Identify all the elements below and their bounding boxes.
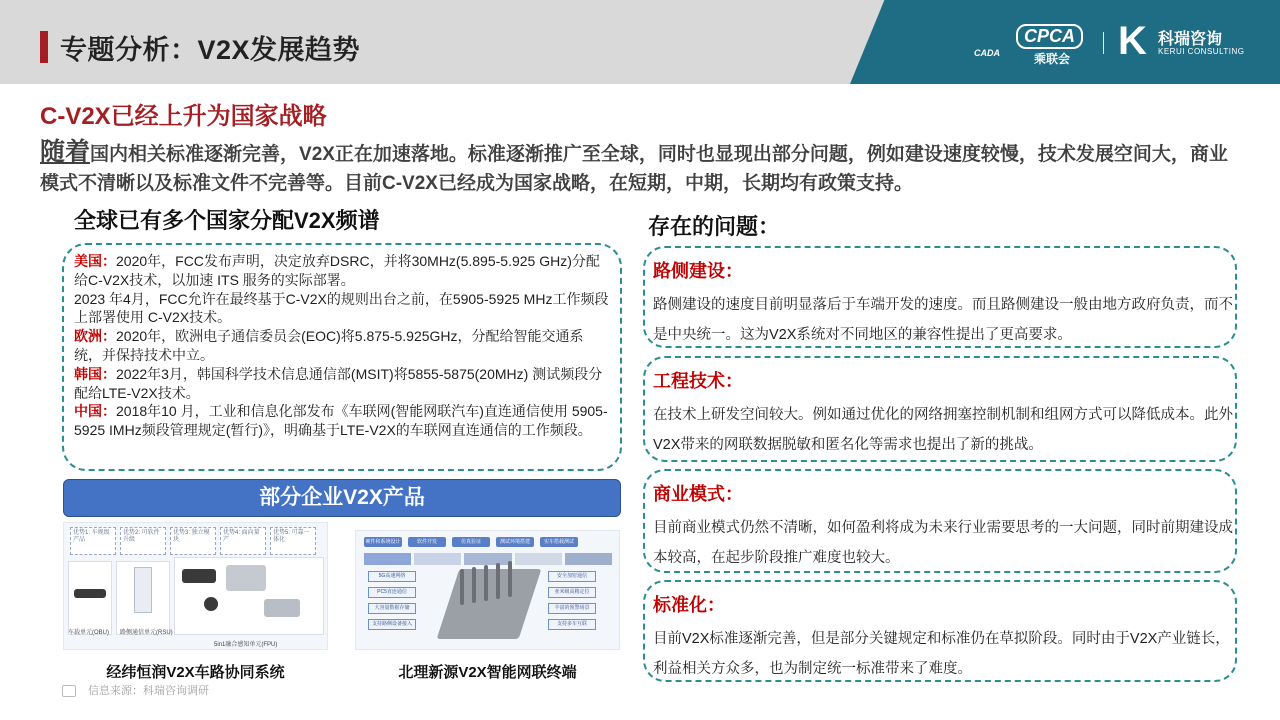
feature-list-right <box>548 571 596 630</box>
header-bar <box>0 0 1280 84</box>
issue-card <box>643 580 1237 682</box>
advantage-card: 优势1: 车规级产品 <box>70 527 116 555</box>
feature-item: 5G高速网络 <box>368 571 416 582</box>
country-label: 中国： <box>74 403 116 420</box>
issue-body: 在技术上研发空间较大。例如通过优化的网络拥塞控制机制和组网方式可以降低成本。此外V2X带来的网联数据脱敏和匿名化等需求也提出了新的挑战。 <box>653 407 1233 453</box>
fpu-device <box>264 599 300 617</box>
kerui-name: 科瑞咨询 <box>1158 31 1223 48</box>
issue-card <box>643 356 1237 462</box>
issue-card <box>643 246 1237 348</box>
terminal-board <box>437 569 542 639</box>
radar-device <box>226 565 266 591</box>
country-label: 美国： <box>74 253 116 269</box>
obu-device <box>74 589 106 598</box>
flow-step: 测试环境搭建 <box>496 537 534 547</box>
antenna <box>460 569 464 605</box>
antenna <box>496 563 500 599</box>
feature-item: 安全加密通信 <box>548 571 596 582</box>
flow-thumbnails <box>364 553 612 565</box>
spectrum-heading: 全球已有多个国家分配V2X频谱 <box>74 208 380 233</box>
spectrum-entry <box>74 252 610 290</box>
flow-step: 仿真验证 <box>452 537 490 547</box>
lidar-device <box>204 597 218 611</box>
obu-tag: 车载单元(OBU) <box>68 630 109 636</box>
spectrum-entry <box>74 365 610 403</box>
issue-body: 目前V2X标准逐渐完善，但是部分关键规定和标准仍在草拟阶段。同时由于V2X产业链长，利益相关方众多，也为制定统一标准带来了难度。 <box>653 631 1230 677</box>
document-icon <box>62 685 76 697</box>
thumb <box>364 553 411 565</box>
kerui-logo-icon: K <box>1118 19 1147 63</box>
jingwei-product-image <box>63 522 328 650</box>
rsu-tag: 路侧通信单元(RSU) <box>120 630 173 636</box>
cpca-logo <box>972 22 1090 64</box>
entry-text: 2020年，欧洲电子通信委员会(EOC)将5.875-5.925GHz，分配给智能交通系统，并保持技术中立。 <box>74 328 584 363</box>
advantage-card: 优势3: 独立模块 <box>170 527 216 555</box>
cpca-name: CPCA <box>1016 24 1083 49</box>
obu-panel <box>68 561 112 635</box>
beili-caption: 北理新源V2X智能网联终端 <box>398 664 577 681</box>
country-label: 欧洲： <box>74 328 116 345</box>
advantage-card: 优势5: 可靠一体化 <box>270 527 316 555</box>
antenna <box>472 567 476 603</box>
feature-list-left <box>368 571 416 630</box>
entry-text: 2023 年4月，FCC允许在最终基于C-V2X的规则出台之前，在5905-5925 MHz工作频段上部署使用 C-V2X技术。 <box>74 290 609 326</box>
title-accent-bar <box>40 31 48 63</box>
feature-item: 亚米级高精定位 <box>548 587 596 598</box>
feature-item: 支持多车互联 <box>548 619 596 630</box>
cpca-mark: CADA <box>974 48 1000 58</box>
source-note <box>62 682 209 698</box>
spectrum-box <box>62 243 622 471</box>
spectrum-entry <box>74 327 610 365</box>
issue-title: 标准化： <box>653 595 725 615</box>
entry-text: 2018年10 月，工业和信息化部发布《车联网(智能网联汽车)直连通信使用 5905-5925 IMHz频段管理规定(暂行)》，明确基于LTE-V2X的车联网直连通信的工作频段。 <box>74 403 608 439</box>
intro-text: 国内相关标准逐渐完善，V2X正在加速落地。标准逐渐推广至全球，同时也显现出部分问题，例如建设速度较慢，技术发展空间大，商业模式不清晰以及标准文件不完善等。目前C-V2X已经成为国家战略，在短期，中期，长期均有政策支持。 <box>40 144 1228 194</box>
issue-card <box>643 469 1237 573</box>
rsu-device <box>134 567 152 613</box>
advantage-cards <box>70 527 316 555</box>
page-title: 专题分析：V2X发展趋势 <box>60 35 361 65</box>
flow-step: 硬件和系统设计 <box>365 539 401 545</box>
entry-text: 2020年，FCC发布声明，决定放弃DSRC，并将30MHz(5.895-5.925 GHz)分配给C-V2X技术，以加速 ITS 服务的实际部署。 <box>74 253 600 288</box>
issue-title: 商业模式： <box>653 484 743 504</box>
feature-item: 丰富的预警场景 <box>548 603 596 614</box>
intro-paragraph <box>40 138 1245 198</box>
thumb <box>414 553 461 565</box>
antenna <box>508 561 512 597</box>
thumb <box>515 553 562 565</box>
spectrum-entry <box>74 402 610 440</box>
antenna <box>484 565 488 601</box>
issue-body: 路侧建设的速度目前明显落后于车端开发的速度。而且路侧建设一般由地方政府负责，而不是中央统一。这为V2X系统对不同地区的兼容性提出了更高要求。 <box>653 297 1233 343</box>
fpu-tag: 5in1融合感知单元(FPU) <box>214 642 278 648</box>
issue-title: 工程技术： <box>653 371 743 391</box>
spectrum-entry <box>74 290 610 328</box>
cpca-sub: 乘联会 <box>1034 52 1071 66</box>
country-label: 韩国： <box>74 365 116 382</box>
flow-step: 实车搭载测试 <box>540 537 578 547</box>
jingwei-caption: 经纬恒润V2X车路协同系统 <box>106 664 285 681</box>
flow-step: 软件开发 <box>408 537 446 547</box>
intro-lead: 随着 <box>40 138 91 166</box>
section-title: C-V2X已经上升为国家战略 <box>40 103 327 130</box>
kerui-en: KERUI CONSULTING <box>1158 47 1245 56</box>
issues-heading: 存在的问题： <box>648 214 781 239</box>
feature-item: PC5直连通信 <box>368 587 416 598</box>
source-text: 信息来源：科瑞咨询调研 <box>88 685 209 697</box>
products-banner: 部分企业V2X产品 <box>63 479 621 517</box>
logo-divider <box>1103 32 1104 54</box>
camera-device <box>182 569 216 583</box>
feature-item: 支持路侧设备接入 <box>368 619 416 630</box>
feature-item: 大容量数据存储 <box>368 603 416 614</box>
advantage-card: 优势2: 可软件升级 <box>120 527 166 555</box>
thumb <box>464 553 511 565</box>
beili-product-image <box>355 530 620 650</box>
issue-body: 目前商业模式仍然不清晰，如何盈利将成为未来行业需要思考的一大问题，同时前期建设成本较高，在起步阶段推广难度也较大。 <box>653 520 1233 566</box>
dev-flow <box>364 537 578 547</box>
advantage-card: 优势4: 面向量产 <box>220 527 266 555</box>
thumb <box>565 553 612 565</box>
entry-text: 2022年3月，韩国科学技术信息通信部(MSIT)将5855-5875(20MHz) 测试频段分配给LTE-V2X技术。 <box>74 365 603 401</box>
issue-title: 路侧建设： <box>653 261 743 281</box>
